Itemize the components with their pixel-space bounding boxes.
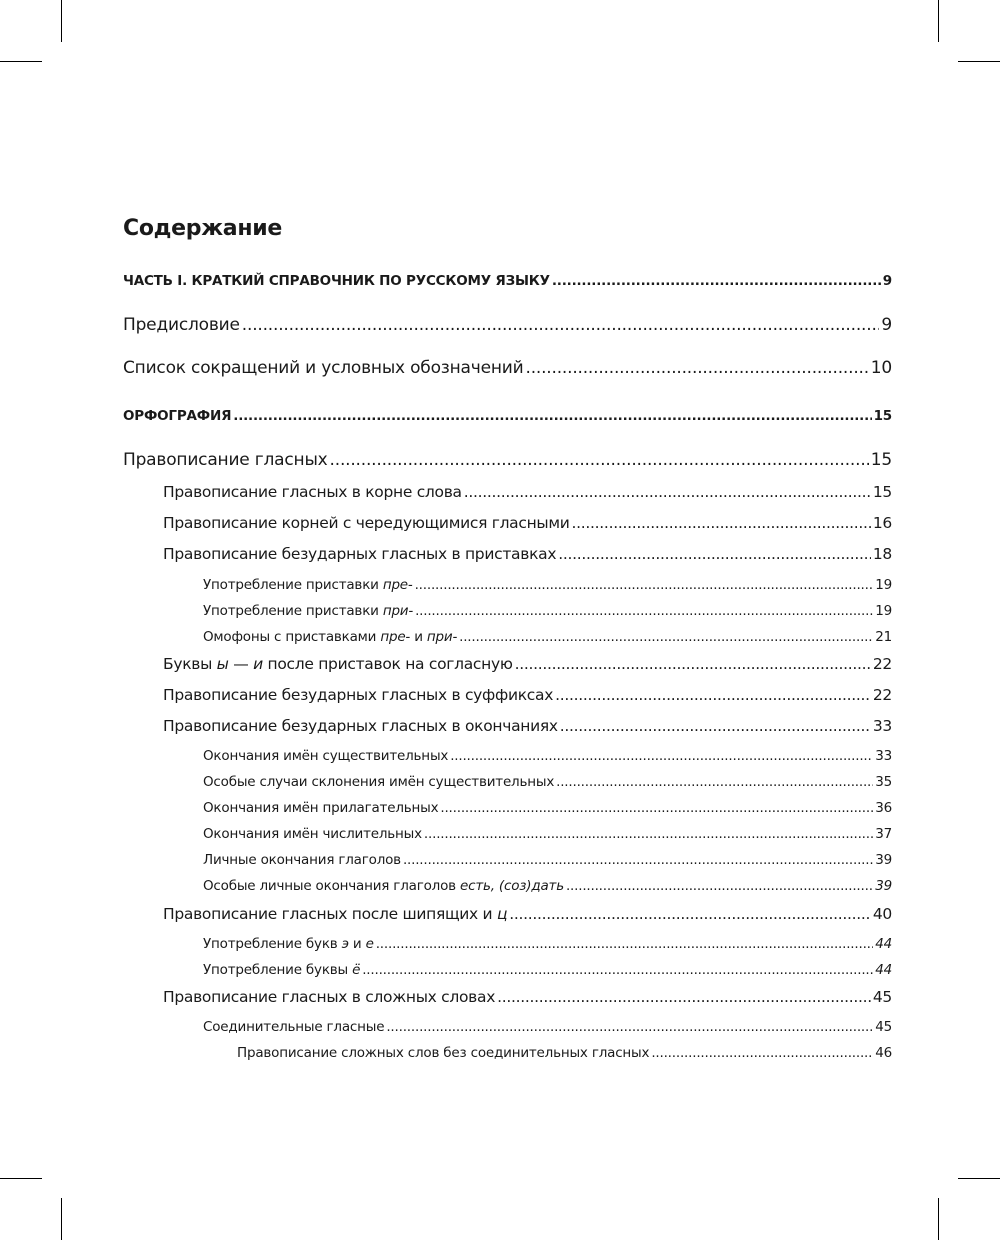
toc-entry-label: Правописание гласных в сложных словах [163, 988, 496, 1006]
dot-leader [424, 826, 873, 842]
toc-page-number: 19 [875, 603, 892, 619]
toc-entry-label: Особые личные окончания глаголов есть, (соз)дать [203, 878, 564, 894]
dot-leader [556, 774, 873, 790]
toc-entry-label: Окончания имён прилагательных [203, 800, 439, 816]
toc-entry[interactable] [203, 748, 892, 764]
toc-page-number: 45 [872, 988, 892, 1006]
toc-entry[interactable] [203, 577, 892, 593]
dot-leader [362, 962, 873, 978]
toc-entry-label: Предисловие [123, 315, 240, 335]
toc-entry[interactable] [203, 936, 892, 952]
toc-entry[interactable] [123, 450, 892, 470]
toc-page-number: 10 [870, 358, 892, 378]
dot-leader [555, 686, 871, 704]
toc-entry[interactable] [203, 603, 892, 619]
toc-page-number: 22 [872, 655, 892, 673]
toc-entry-label: Соединительные гласные [203, 1019, 385, 1035]
toc-page-number: 22 [872, 686, 892, 704]
toc-entry-label: Окончания имён числительных [203, 826, 422, 842]
dot-leader [509, 905, 871, 923]
toc-entry[interactable] [163, 655, 892, 673]
toc-entry-label: Правописание безударных гласных в окончаниях [163, 717, 558, 735]
toc-entry[interactable] [203, 878, 892, 894]
dot-leader [651, 1045, 873, 1061]
dot-leader [233, 408, 871, 424]
toc-entry[interactable] [203, 774, 892, 790]
dot-leader [242, 315, 880, 335]
dot-leader [330, 450, 869, 470]
toc-page-number: 35 [875, 774, 892, 790]
toc-page-number: 37 [875, 826, 892, 842]
toc-page-number: 9 [881, 315, 892, 335]
toc-page-number: 18 [872, 545, 892, 563]
toc-entry-label: Правописание корней с чередующимися гласными [163, 514, 570, 532]
toc-page-number: 33 [872, 717, 892, 735]
dot-leader [552, 273, 881, 289]
dot-leader [459, 629, 873, 645]
toc-entry[interactable] [203, 962, 892, 978]
toc-entry-label: Правописание безударных гласных в суффиксах [163, 686, 554, 704]
dot-leader [515, 655, 871, 673]
dot-leader [440, 800, 873, 816]
toc-entry-label: Личные окончания глаголов [203, 852, 401, 868]
toc-page-number: 44 [875, 936, 892, 952]
dot-leader [558, 545, 871, 563]
dot-leader [572, 514, 871, 532]
toc-entry-label: ЧАСТЬ I. КРАТКИЙ СПРАВОЧНИК ПО РУССКОМУ ЯЗЫКУ [123, 273, 550, 289]
toc-page-number: 39 [875, 878, 892, 894]
toc-entry-label: Употребление приставки при- [203, 603, 414, 619]
toc-entry-label: Омофоны с приставками пре- и при- [203, 629, 458, 645]
toc-page-number: 21 [875, 629, 892, 645]
dot-leader [464, 483, 871, 501]
toc-page-number: 44 [875, 962, 892, 978]
toc-entry[interactable] [163, 514, 892, 532]
toc-entry-label: Буквы ы — и после приставок на согласную [163, 655, 513, 673]
toc-entry[interactable] [203, 629, 892, 645]
toc-entry-label: Список сокращений и условных обозначений [123, 358, 524, 378]
toc-entry[interactable] [123, 358, 892, 378]
dot-leader [415, 603, 873, 619]
toc-entry-label: Правописание гласных [123, 450, 328, 470]
toc-page-number: 16 [872, 514, 892, 532]
toc-entry[interactable] [203, 852, 892, 868]
toc-entry-part[interactable] [123, 273, 892, 289]
toc-entry-label: Особые случаи склонения имён существительных [203, 774, 555, 790]
toc-entry[interactable] [123, 315, 892, 335]
toc-entry[interactable] [163, 483, 892, 501]
toc-entry[interactable] [203, 800, 892, 816]
dot-leader [450, 748, 873, 764]
toc-entry-label: Употребление буквы ё [203, 962, 361, 978]
toc-page-number: 46 [875, 1045, 892, 1061]
toc-entry-label: Окончания имён существительных [203, 748, 449, 764]
toc-entry[interactable] [163, 545, 892, 563]
page-title: Содержание [123, 216, 282, 241]
toc-entry[interactable] [163, 988, 892, 1006]
toc-entry[interactable] [163, 905, 892, 923]
dot-leader [566, 878, 873, 894]
dot-leader [560, 717, 871, 735]
dot-leader [386, 1019, 873, 1035]
dot-leader [415, 577, 874, 593]
toc-entry-label: Правописание безударных гласных в приставках [163, 545, 557, 563]
toc-page-number: 33 [875, 748, 892, 764]
toc-page-number: 15 [872, 483, 892, 501]
dot-leader [525, 358, 868, 378]
toc-entry[interactable] [203, 826, 892, 842]
toc-entry-label: Правописание гласных в корне слова [163, 483, 462, 501]
toc-entry-label: Употребление букв э и е [203, 936, 374, 952]
toc-entry[interactable] [203, 1019, 892, 1035]
toc-page-number: 9 [882, 273, 892, 289]
toc-page-number: 40 [872, 905, 892, 923]
dot-leader [376, 936, 874, 952]
toc-entry[interactable] [237, 1045, 892, 1061]
toc-page-number: 39 [875, 852, 892, 868]
toc-page-number: 19 [875, 577, 892, 593]
toc-entry-section[interactable] [123, 408, 892, 424]
dot-leader [497, 988, 871, 1006]
toc-page-number: 15 [870, 450, 892, 470]
toc-entry[interactable] [163, 717, 892, 735]
toc-entry-label: Употребление приставки пре- [203, 577, 413, 593]
toc-entry[interactable] [163, 686, 892, 704]
dot-leader [403, 852, 873, 868]
toc-page-number: 36 [875, 800, 892, 816]
toc-entry-label: Правописание сложных слов без соединительных гласных [237, 1045, 650, 1061]
toc-page-number: 45 [875, 1019, 892, 1035]
toc-entry-label: Правописание гласных после шипящих и ц [163, 905, 508, 923]
toc-page-number: 15 [873, 408, 892, 424]
toc-entry-label: ОРФОГРАФИЯ [123, 408, 232, 424]
